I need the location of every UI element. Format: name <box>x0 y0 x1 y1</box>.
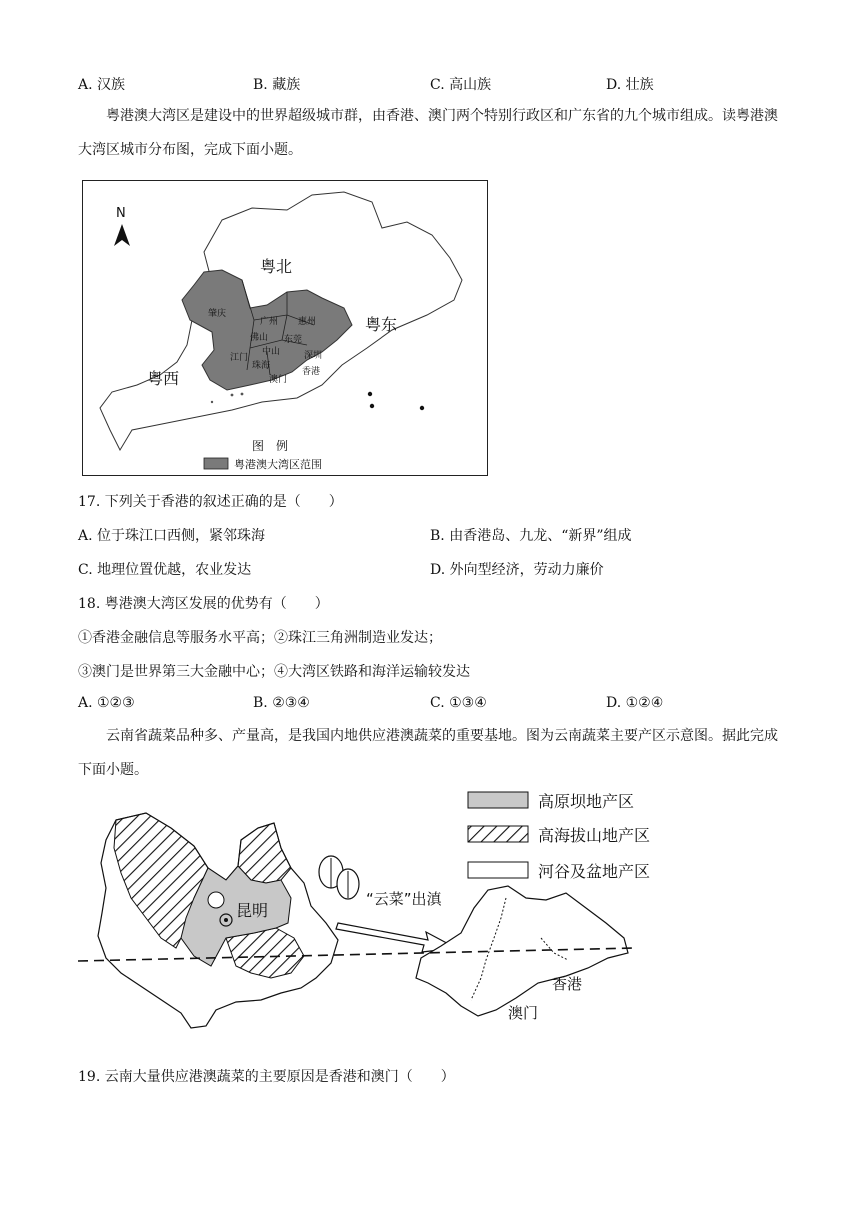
north-label: N <box>116 206 126 221</box>
q18-option-d: D. ①②④ <box>606 695 664 711</box>
city-label: 佛山 <box>250 333 269 343</box>
city-label: 东莞 <box>284 335 303 345</box>
legend-label: 粤港澳大湾区范围 <box>234 458 322 471</box>
capital-label: 昆明 <box>236 901 269 920</box>
q17-option-a: A. 位于珠江口西侧，紧邻珠海 <box>78 528 266 544</box>
vegetable-icon <box>319 856 359 899</box>
intro-paragraph-1: 粤港澳大湾区是建设中的世界超级城市群，由香港、澳门两个特别行政区和广东省的九个城市组成。读粤港澳大湾区城市分布图，完成下面小题。 <box>78 108 778 158</box>
q16-option-b: B. 藏族 <box>253 77 301 93</box>
legend-swatch-mountain <box>468 826 528 842</box>
bay-area-map <box>82 180 488 476</box>
q16-option-a: A. 汉族 <box>78 77 126 93</box>
city-label: 中山 <box>262 347 281 357</box>
arrow-label: “云菜”出滇 <box>366 890 442 908</box>
intro-paragraph-2: 云南省蔬菜品种多、产量高，是我国内地供应港澳蔬菜的重要基地。图为云南蔬菜主要产区示意图。据此完成下面小题。 <box>78 728 778 778</box>
q16-option-c: C. 高山族 <box>430 77 492 93</box>
q18-statements-1: ①香港金融信息等服务水平高；②珠江三角洲制造业发达； <box>78 630 442 646</box>
q17-option-c: C. 地理位置优越，农业发达 <box>78 562 252 578</box>
yunnan-vegetable-map <box>76 788 716 1058</box>
q18-statements-2: ③澳门是世界第三大金融中心；④大湾区铁路和海洋运输较发达 <box>78 664 470 680</box>
place-label-hongkong: 香港 <box>552 975 583 993</box>
legend-swatch-plateau <box>468 792 528 808</box>
q17-option-d: D. 外向型经济，劳动力廉价 <box>430 562 604 578</box>
q17-stem: 17. 下列关于香港的叙述正确的是（ ） <box>78 494 343 510</box>
region-label-east: 粤东 <box>365 315 398 334</box>
place-label-macau: 澳门 <box>508 1004 539 1022</box>
city-label: 珠海 <box>252 361 271 371</box>
q18-option-c: C. ①③④ <box>430 695 487 711</box>
city-label: 澳门 <box>269 375 288 385</box>
city-label: 广州 <box>260 317 279 327</box>
legend-title: 图 例 <box>252 439 289 453</box>
q16-option-d: D. 壮族 <box>606 77 654 93</box>
legend-label-plateau: 高原坝地产区 <box>538 792 635 811</box>
legend-label-mountain: 高海拔山地产区 <box>538 826 651 845</box>
region-label-north: 粤北 <box>260 257 293 276</box>
legend-swatch-valley <box>468 862 528 878</box>
guangdong-outline-small <box>416 886 628 1016</box>
city-label: 肇庆 <box>208 309 227 319</box>
q17-option-b: B. 由香港岛、九龙、“新界”组成 <box>430 528 632 544</box>
legend-label-valley: 河谷及盆地产区 <box>538 862 651 881</box>
city-label: 香港 <box>302 367 321 377</box>
city-label: 深圳 <box>304 351 323 361</box>
city-label: 惠州 <box>298 317 317 327</box>
q18-option-a: A. ①②③ <box>78 695 135 711</box>
region-label-west: 粤西 <box>147 369 180 388</box>
legend-swatch <box>204 458 228 469</box>
q19-stem: 19. 云南大量供应港澳蔬菜的主要原因是香港和澳门（ ） <box>78 1069 455 1085</box>
q18-option-b: B. ②③④ <box>253 695 310 711</box>
q18-stem: 18. 粤港澳大湾区发展的优势有（ ） <box>78 596 329 612</box>
city-label: 江门 <box>230 353 249 363</box>
